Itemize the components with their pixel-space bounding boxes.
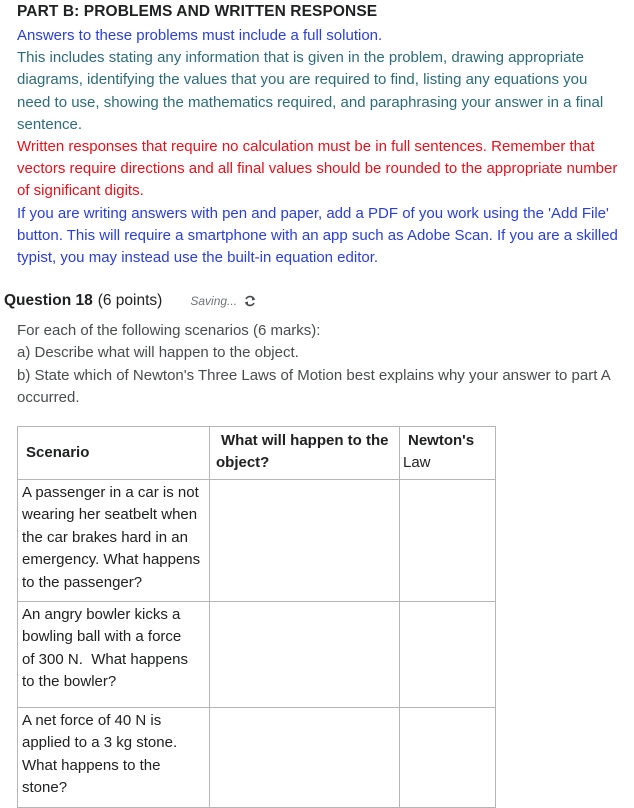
scenario-line: A net force of 40 N is	[22, 712, 162, 729]
scenario-line: stone?	[22, 779, 68, 797]
instruction-includes: This includes stating any information that is given in the problem, drawing appropriate diagrams, identifying the values that you are required to find, listing any equations you need to use, showing the mathematics required, and paraphrasing your answer in a final sentence.	[17, 49, 604, 133]
table-row	[18, 602, 496, 708]
scenario-line: applied to a 3 kg stone.	[22, 734, 178, 752]
response-table	[17, 426, 496, 808]
answer-what-cell[interactable]	[210, 480, 400, 602]
scenario-line: the car brakes hard in an	[22, 528, 188, 546]
answer-law-cell[interactable]	[400, 708, 496, 808]
instruction-full-solution: Answers to these problems must include a full solution.	[17, 27, 383, 44]
saving-status: Saving...	[190, 294, 238, 308]
scenario-line: wearing her seatbelt when	[22, 506, 198, 524]
answer-what-cell[interactable]	[210, 602, 400, 708]
question-body	[17, 320, 617, 410]
instructions	[17, 25, 622, 269]
scenario-line: of 300 N. What happens	[22, 650, 188, 668]
scenario-line: bowling ball with a force	[22, 628, 182, 646]
header-what-line1: What will happen to the	[221, 432, 389, 449]
scenario-line: A passenger in a car is not	[22, 484, 199, 501]
question-header	[4, 290, 257, 312]
answer-law-cell[interactable]	[400, 480, 496, 602]
instruction-pen-and-paper: If you are writing answers with pen and paper, add a PDF of you work using the 'Add File' button. This will require a smartphone with an app such as Adobe Scan. If you are a skilled typist, you may instead use the built-in equation editor.	[17, 204, 618, 267]
scenario-cell	[18, 480, 210, 602]
scenario-line: to the bowler?	[22, 673, 117, 691]
refresh-spinner-icon	[243, 294, 257, 308]
scenario-line: An angry bowler kicks a	[22, 606, 181, 623]
header-newtons-law	[400, 427, 496, 480]
scenario-cell	[18, 602, 210, 708]
instruction-written-responses: Written responses that require no calculation must be in full sentences. Remember that vectors require directions and all final values should be rounded to the appropriate number of significant digits.	[17, 138, 618, 200]
question-points: (6 points)	[97, 292, 163, 309]
table-row	[18, 480, 496, 602]
question-part-b: b) State which of Newton's Three Laws of Motion best explains why your answer to part A occurred.	[17, 366, 610, 407]
table-header-row	[18, 427, 496, 480]
part-title: PART B: PROBLEMS AND WRITTEN RESPONSE	[17, 3, 378, 20]
header-scenario: Scenario	[18, 427, 210, 480]
answer-what-cell[interactable]	[210, 708, 400, 808]
header-what-happens	[210, 427, 400, 480]
question-title: Question 18	[4, 292, 93, 309]
scenario-line: to the passenger?	[22, 573, 143, 591]
header-law-line2: Law	[403, 454, 431, 472]
question-part-a: a) Describe what will happen to the object.	[17, 344, 299, 362]
scenario-cell	[18, 708, 210, 808]
table-row	[18, 708, 496, 808]
header-law-line1: Newton's	[408, 432, 475, 449]
scenario-line: emergency. What happens	[22, 551, 201, 569]
scenario-line: What happens to the	[22, 756, 161, 774]
question-intro: For each of the following scenarios (6 marks):	[17, 322, 321, 339]
header-what-line2: object?	[216, 454, 270, 472]
answer-law-cell[interactable]	[400, 602, 496, 708]
